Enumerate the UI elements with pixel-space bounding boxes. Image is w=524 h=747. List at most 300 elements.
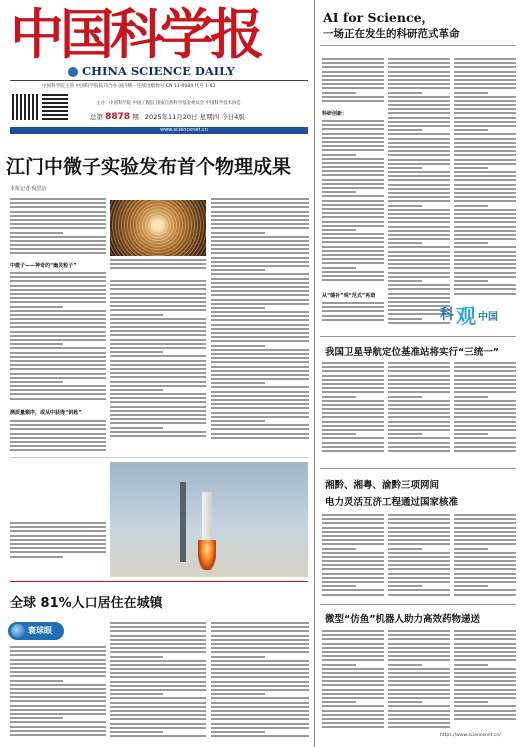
text-line [322,183,384,185]
text-line [388,112,450,114]
issue-pages: 今日4版 [221,113,245,121]
lower-top-rule [10,581,308,582]
text-line [211,215,309,217]
text-line [10,522,106,524]
text-line [454,226,516,228]
text-line [388,200,450,202]
text-line [211,286,309,288]
text-line [322,556,384,558]
text-line [454,718,516,720]
text-line [454,234,516,236]
text-line [388,589,450,591]
text-line [454,104,516,106]
text-line [388,238,450,240]
text-line [388,710,450,712]
text-line [388,159,450,161]
text-line [322,442,384,444]
text-line [388,433,422,435]
text-line [10,389,106,391]
text-line [322,279,384,281]
text-line [322,568,384,570]
text-line [322,145,384,147]
news-2-headline-1: 湘黔、湘粤、渝黔三项网间 [325,480,440,491]
text-line [211,428,309,430]
text-line [322,726,384,728]
text-line [388,96,450,98]
text-line [10,219,106,221]
text-line [322,66,384,68]
text-line [388,722,450,724]
text-line [322,137,384,139]
text-line [10,646,106,648]
text-line [211,236,309,238]
text-line [454,196,516,198]
text-line [211,635,309,637]
text-line [322,237,384,239]
text-line [388,379,450,381]
text-line [211,382,265,384]
text-line [322,396,356,398]
text-line [10,285,106,287]
text-line [454,668,516,670]
text-line [211,265,309,267]
text-line [388,672,450,674]
text-line [388,446,450,448]
text-line [211,349,309,351]
text-line [110,267,206,269]
text-line [322,514,384,516]
text-line [388,518,450,520]
text-line [454,714,516,716]
text-line [388,568,450,570]
text-line [10,343,63,345]
text-line [454,379,516,381]
text-line [10,289,106,291]
text-line [10,368,106,370]
text-line [110,330,206,332]
text-line [211,689,309,691]
text-line [10,428,106,430]
text-line [110,731,163,733]
news-2-text-col-1 [322,514,384,600]
issue-info [90,112,308,124]
text-line [211,307,265,309]
text-line [454,209,516,211]
text-line [110,693,163,695]
text-line [211,416,309,418]
text-line [10,705,106,707]
text-line [322,527,384,529]
text-line [322,400,384,402]
text-line [10,726,106,728]
text-line [388,594,450,596]
text-line [454,416,516,418]
text-line [110,697,206,699]
masthead-english-title: CHINA SCIENCE DAILY [82,64,235,78]
text-line [110,735,206,737]
text-line [388,125,450,127]
text-line [322,258,384,260]
text-line [322,450,384,452]
text-line [10,272,106,274]
photo-caption [110,259,206,273]
text-line [454,375,516,377]
text-line [388,242,422,244]
text-line [454,263,516,265]
text-line [10,227,106,229]
text-line [388,184,450,186]
text-line [211,345,265,347]
text-line [388,209,450,211]
text-line [454,450,516,452]
text-line [388,138,450,140]
qr-code [42,94,68,120]
text-line [388,421,450,423]
text-line [388,643,450,645]
lead-byline: 本报记者 倪思洁 [10,186,47,192]
text-line [211,630,309,632]
text-line [10,663,106,665]
text-line [454,577,516,579]
text-line [10,364,106,366]
text-line [110,297,206,299]
text-line [388,429,450,431]
text-line [10,556,63,558]
text-line [322,564,384,566]
text-line [110,364,206,366]
text-line [10,671,106,673]
text-line [454,391,516,393]
text-line [322,79,384,81]
text-line [322,58,384,60]
text-line [10,301,106,303]
text-line [388,366,450,368]
news-1-text-col-2 [388,362,450,458]
text-line [454,701,488,703]
text-line [322,701,356,703]
text-line [388,92,422,94]
text-line [322,221,384,223]
text-line [211,294,309,296]
text-line [454,150,516,152]
text-line [322,120,384,122]
text-line [322,630,384,632]
text-line [110,702,206,704]
text-line [10,373,106,375]
text-line [388,129,422,131]
website-bar [10,127,308,134]
text-line [110,326,206,328]
text-line [388,146,450,148]
text-line [211,685,309,687]
text-line [211,232,265,234]
text-line [10,650,106,652]
text-line [10,335,106,337]
text-line [10,659,106,661]
text-line [322,71,384,73]
text-line [211,303,309,305]
text-line [454,705,516,707]
text-line [211,357,309,359]
sponsor-line: 主办：中国科学院 中国工程院 国家自然科学基金委员会 中国科学技术协会 [96,101,241,106]
text-line [322,676,384,678]
text-line [322,62,384,64]
lead-text-col-3 [211,198,309,443]
page-divider [314,0,315,747]
text-line [454,362,516,364]
text-line [322,446,384,448]
text-line [454,400,516,402]
text-line [322,319,384,321]
text-line [454,217,516,219]
text-line [322,246,384,248]
text-line [211,735,309,737]
text-line [211,437,309,439]
text-line [10,713,106,715]
text-line [388,150,450,152]
text-line [211,257,309,259]
text-line [388,416,450,418]
text-line [454,288,516,290]
issue-label: 总第 [90,113,103,121]
website-url[interactable]: www.sciencenet.cn [160,127,208,133]
text-line [211,681,309,683]
text-line [322,187,384,189]
text-line [110,368,206,370]
text-line [388,121,450,123]
text-line [388,556,450,558]
text-line [10,530,106,532]
text-line [322,672,384,674]
text-line [10,393,106,395]
text-line [110,718,206,720]
right-text-col-2 [388,58,450,328]
text-line [388,234,450,236]
text-line [211,278,309,280]
text-line [10,297,106,299]
text-line [388,404,450,406]
text-line [388,535,450,537]
text-line [454,92,488,94]
text-line [454,585,488,587]
text-line [322,375,384,377]
text-line [454,535,516,537]
text-line [454,284,516,286]
right-section-1: 科研创新： [322,111,348,117]
text-line [454,138,516,140]
text-line [388,71,450,73]
text-line [388,522,450,524]
text-line [110,431,206,433]
text-line [211,223,309,225]
text-line [322,416,384,418]
text-line [211,311,309,313]
text-line [110,301,206,303]
text-line [454,543,516,545]
text-line [388,442,450,444]
text-line [322,634,384,636]
text-line [211,353,309,355]
text-line [110,372,206,374]
text-line [388,221,450,223]
text-line [110,401,206,403]
text-line [211,697,309,699]
text-line [211,656,265,658]
qr-code [12,94,38,120]
world-logo [8,622,64,640]
text-line [322,225,384,227]
text-line [10,248,106,250]
text-line [454,171,516,173]
lead-subhead-1: 中微子——神奇的“幽灵粒子” [10,263,77,269]
text-line [388,205,422,207]
text-line [110,668,206,670]
text-line [454,594,516,596]
text-line [211,706,309,708]
text-line [454,680,516,682]
text-line [211,269,265,271]
text-line [110,360,206,362]
text-line [211,407,309,409]
text-line [388,400,450,402]
text-line [388,638,450,640]
text-line [211,319,309,321]
text-line [110,280,206,282]
lead-text-col-1b [10,272,106,404]
text-line [454,518,516,520]
text-line [10,276,106,278]
text-line [388,246,450,248]
text-line [110,651,206,653]
text-line [388,548,422,550]
text-line [322,651,384,653]
text-line [454,108,516,110]
text-line [388,539,450,541]
text-line [110,355,206,357]
text-line [10,675,106,677]
text-line [110,259,206,261]
text-line [322,705,384,707]
text-line [454,192,516,194]
text-line [388,79,450,81]
text-line [110,263,206,265]
text-line [110,376,206,378]
footnote-url[interactable]: https://www.sciencenet.cn/ [440,733,501,738]
text-line [454,442,516,444]
news-3-text-col-2 [388,630,450,734]
text-line [10,420,106,422]
text-line [454,659,516,661]
text-line [454,404,516,406]
issue-weekday: 星期四 [199,113,220,121]
column-logo [440,300,510,328]
text-line [388,527,450,529]
text-line [211,336,309,338]
text-line [388,647,450,649]
text-line [388,701,422,703]
text-line [322,668,384,670]
text-line [211,647,309,649]
text-line [454,539,516,541]
text-line [454,75,516,77]
text-line [454,672,516,674]
text-line [322,425,384,427]
text-line [211,622,309,624]
text-line [454,83,516,85]
text-line [322,689,384,691]
text-line [110,393,206,395]
text-line [211,391,309,393]
text-line [211,273,309,275]
detector-photo [110,200,206,256]
text-line [454,200,516,202]
right-section-2: 从“缝补”到“范式”再造 [322,293,376,299]
text-line [388,142,450,144]
news-2-headline-2: 电力灵活互济工程通过国家核准 [325,497,459,508]
text-line [10,322,106,324]
text-line [110,706,206,708]
text-line [110,681,206,683]
text-line [454,221,516,223]
text-line [454,396,488,398]
text-line [322,154,356,156]
text-line [388,87,450,89]
lower-headline: 全球 81%人口居住在城镇 [10,596,163,611]
news-2-text-col-3 [454,514,516,600]
masthead-rule [10,80,308,81]
text-line [110,406,206,408]
text-line [211,211,309,213]
text-line [322,262,384,264]
text-line [388,104,450,106]
text-line [454,689,516,691]
text-line [454,433,488,435]
text-line [322,647,384,649]
text-line [388,362,450,364]
text-line [322,92,356,94]
text-line [10,215,106,217]
text-line [388,375,450,377]
text-line [211,206,309,208]
text-line [110,339,206,341]
lead-text-col-1c [10,420,106,456]
text-line [10,236,106,238]
text-line [388,514,450,516]
text-line [454,366,516,368]
text-line [322,552,384,554]
text-line [110,660,206,662]
text-line [322,664,356,666]
text-line [388,230,450,232]
text-line [388,664,422,666]
text-line [454,112,516,114]
text-line [454,638,516,640]
text-line [454,643,516,645]
text-line [322,149,384,151]
text-line [388,251,450,253]
text-line [388,581,450,583]
column-logo-char-1: 科 [440,307,454,323]
text-line [211,424,309,426]
text-line [10,310,106,312]
text-line [322,383,384,385]
text-line [211,227,309,229]
text-line [454,564,516,566]
text-line [110,381,206,383]
text-line [10,526,106,528]
text-line [454,238,516,240]
right-headline-1: AI for Science， [323,10,435,25]
